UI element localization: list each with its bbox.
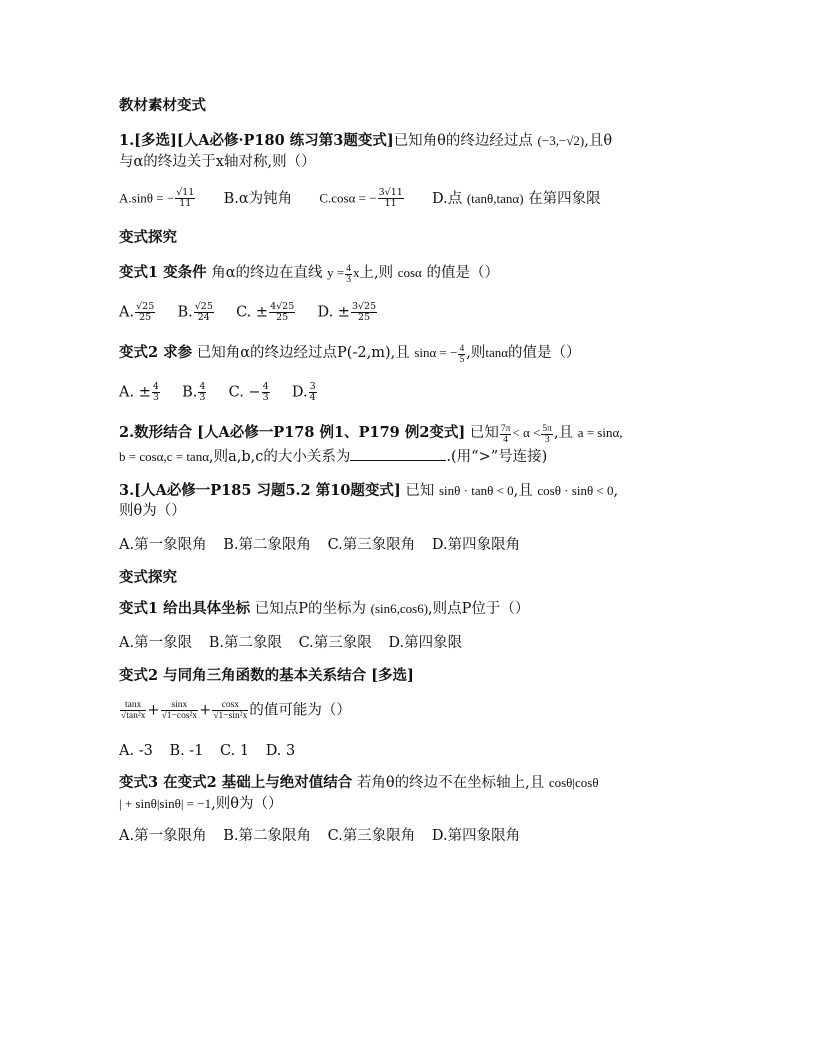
q3-stem-c: , [613, 483, 619, 499]
v2-tag: 变式2 求参 [119, 344, 193, 361]
v5-stem-a: 若角θ的终边不在坐标轴上,且 [356, 775, 545, 791]
v4-term-1 [120, 700, 146, 721]
fraction-numerator: sinx [161, 700, 199, 711]
fraction-denominator: 4 [503, 434, 509, 445]
q1-tag: 1.[多选][人A必修·P180 练习第3题变式] [119, 132, 394, 149]
v2-option-d[interactable] [292, 382, 318, 403]
plus-sign: + [199, 702, 212, 719]
v4-term-3 [212, 700, 248, 721]
q1-option-c[interactable] [319, 188, 404, 209]
q1-line-2: 与α的终边关于x轴对称,则（） [119, 154, 316, 170]
q1-stem-a: 已知角θ的终边经过点 [393, 133, 533, 149]
v1-opt-b-fraction [194, 302, 214, 323]
fraction-denominator: 3 [544, 434, 550, 445]
q1-line-1 [119, 131, 612, 151]
fraction-numerator: √25 [194, 301, 213, 312]
q1-opt-a-text: A.sinθ = − [119, 190, 175, 206]
v1-line-lhs: y = [327, 265, 345, 280]
fraction-numerator: 5π [542, 423, 552, 434]
q2-expr-a: a = sinα, [577, 425, 623, 440]
fraction-numerator: tanx [120, 700, 146, 711]
v2-sin-lhs: sinα = − [414, 345, 458, 360]
v2-stem-c: 的值是（） [508, 345, 581, 361]
option-letter: D. [291, 384, 308, 401]
v5-expr-a: cosθ|cosθ [548, 775, 599, 790]
q1-point: (−3,−√2) [537, 133, 585, 148]
v1-opt-c-fraction [269, 302, 295, 323]
explore-heading-2: 变式探究 [119, 569, 177, 586]
v1-stem [119, 263, 499, 285]
fraction-numerator: 4 [346, 263, 351, 274]
q3-line-2: 则θ为（） [119, 503, 186, 519]
v5-option-b[interactable]: B.第二象限角 [223, 828, 311, 844]
v3-option-b[interactable]: B.第二象限 [208, 635, 282, 651]
q2-range-mid: < α < [512, 425, 541, 440]
q1-opt-a-fraction [175, 188, 195, 209]
fraction-numerator: 3√25 [351, 301, 377, 312]
q2-fraction-2 [541, 424, 553, 445]
v2-opt-b-fraction [198, 382, 206, 403]
q2-line-1 [119, 423, 623, 445]
fraction-denominator: √tan²x [121, 711, 146, 721]
v5-option-a[interactable]: A.第一象限角 [119, 828, 207, 844]
v5-option-c[interactable]: C.第三象限角 [327, 828, 416, 844]
v2-stem-a: 已知角α的终边经过点P(-2,m),且 [196, 345, 410, 361]
v3-option-d[interactable]: D.第四象限 [388, 635, 463, 651]
v3-option-a[interactable]: A.第一象限 [119, 635, 193, 651]
v1-option-b[interactable] [177, 302, 214, 323]
section-title: 教材素材变式 [119, 97, 206, 114]
v5-option-d[interactable]: D.第四象限角 [431, 828, 521, 844]
v5-line-1 [119, 773, 599, 793]
option-letter: A. ± [119, 384, 151, 401]
fraction-denominator: 25 [276, 312, 289, 323]
v1-opt-a-fraction [135, 302, 155, 323]
q1-option-d[interactable] [432, 189, 601, 209]
v1-tag: 变式1 变条件 [119, 264, 207, 281]
q2-range [499, 423, 554, 445]
v2-option-c[interactable] [229, 382, 271, 403]
option-letter: C. − [228, 384, 261, 401]
plus-sign: + [147, 702, 160, 719]
v3-tag: 变式1 给出具体坐标 [119, 600, 251, 617]
v4-tag: 变式2 与同角三角函数的基本关系结合 [多选] [119, 667, 414, 684]
fraction-denominator: 5 [459, 354, 465, 365]
fraction-numerator: 7π [500, 423, 511, 434]
fraction-denominator: 11 [384, 198, 397, 209]
q1-opt-c-text: C.cosα = − [319, 190, 377, 206]
v1-option-c[interactable] [236, 302, 296, 323]
fraction-numerator: 4 [459, 343, 465, 354]
v2-tan: tanα [485, 345, 509, 360]
v3-point: (sin6,cos6) [370, 601, 429, 616]
v3-stem [119, 599, 529, 619]
q2-answer-blank[interactable] [350, 446, 446, 461]
v1-line-fraction [345, 264, 352, 285]
fraction-denominator: 25 [358, 312, 371, 323]
v1-stem-b: 上,则 [359, 265, 394, 281]
v1-line-x: x [353, 265, 360, 280]
v4-options [119, 741, 295, 761]
q3-options [119, 535, 520, 555]
q3-line-1 [119, 481, 618, 501]
fraction-denominator: √1−cos²x [161, 711, 198, 721]
fraction-numerator: cosx [212, 700, 248, 711]
v5-tag: 变式3 在变式2 基础上与绝对值结合 [119, 774, 353, 791]
fraction-denominator: 24 [197, 312, 210, 323]
q2-line-2 [119, 446, 547, 467]
v4-expression [119, 700, 351, 721]
v1-stem-a: 角α的终边在直线 [211, 265, 323, 281]
fraction-numerator: 3√11 [378, 187, 403, 198]
fraction-denominator: 3 [152, 392, 159, 403]
option-letter: B. [182, 384, 198, 401]
option-letter: C. ± [236, 304, 269, 321]
q2-stem-c: ,则a,b,c的大小关系为 [209, 449, 351, 465]
v1-opt-d-fraction [351, 302, 377, 323]
v4-stem: 的值可能为（） [249, 702, 351, 719]
q3-option-a[interactable]: A.第一象限角 [119, 537, 207, 553]
v5-expr-b: | + sinθ|sinθ| = −1 [119, 796, 212, 811]
q2-fraction-1 [500, 424, 512, 445]
v2-sin-fraction [458, 344, 465, 365]
v3-options [119, 633, 462, 653]
v2-stem-b: ,则 [466, 345, 486, 361]
q2-stem-b: ,且 [553, 425, 574, 441]
explore-heading-1: 变式探究 [119, 229, 177, 246]
v2-stem [119, 343, 581, 365]
v2-opt-c-fraction [262, 382, 270, 403]
v5-line-2 [119, 794, 282, 814]
q1-opt-d-text: D.点 [432, 190, 463, 207]
fraction-denominator: 4 [309, 392, 316, 403]
v1-option-d[interactable] [317, 302, 378, 323]
fraction-numerator: 4 [199, 381, 206, 392]
v4-option-c[interactable]: C. 1 [220, 743, 250, 759]
v4-option-a[interactable]: A. -3 [119, 743, 153, 759]
q1-options [119, 188, 601, 209]
q3-stem-b: ,且 [513, 483, 533, 499]
v2-option-a[interactable] [119, 382, 161, 403]
v4-option-b[interactable]: B. -1 [169, 743, 204, 759]
v1-cos: cosα [397, 265, 422, 280]
v5-stem-b: ,则θ为（） [211, 796, 283, 812]
fraction-numerator: 3 [309, 381, 316, 392]
option-letter: D. ± [317, 304, 350, 321]
fraction-numerator: 4 [152, 381, 159, 392]
v4-term-2 [161, 700, 199, 721]
fraction-numerator: √11 [176, 187, 195, 198]
v1-options [119, 302, 378, 323]
v1-line-eq [327, 263, 360, 285]
fraction-numerator: 4 [262, 381, 269, 392]
q3-option-c[interactable]: C.第三象限角 [327, 537, 416, 553]
v3-stem-a: 已知点P的坐标为 [254, 601, 367, 617]
q3-cond-1: sinθ · tanθ < 0 [439, 483, 514, 498]
v3-option-c[interactable]: C.第三象限 [298, 635, 372, 651]
q1-stem-b: ,且θ [584, 133, 613, 149]
v1-stem-c: 的值是（） [426, 265, 499, 281]
option-letter: A. [119, 304, 135, 321]
v3-stem-b: ,则点P位于（） [428, 601, 530, 617]
q1-opt-c-fraction [378, 188, 404, 209]
fraction-denominator: 3 [346, 274, 351, 285]
q1-opt-d-post: 在第四象限 [528, 190, 601, 207]
q2-stem-a: 已知 [469, 425, 499, 441]
v4-option-d[interactable]: D. 3 [265, 743, 296, 759]
q3-stem-a: 已知 [405, 483, 435, 499]
q1-opt-d-point: (tanθ,tanα) [466, 190, 524, 206]
q3-option-d[interactable]: D.第四象限角 [431, 537, 521, 553]
q2-stem-d: .(用“>”号连接) [446, 449, 548, 465]
q1-option-b[interactable]: B.α为钝角 [223, 190, 293, 207]
fraction-denominator: 3 [262, 392, 269, 403]
v2-sin-eq [414, 343, 466, 365]
fraction-denominator: 25 [139, 312, 152, 323]
v2-opt-d-fraction [309, 382, 317, 403]
q2-expr-b: b = cosα,c = tanα [119, 449, 210, 464]
q3-cond-2: cosθ · sinθ < 0 [537, 483, 614, 498]
v1-option-a[interactable] [119, 302, 156, 323]
fraction-denominator: 11 [179, 198, 192, 209]
v5-options [119, 826, 520, 846]
fraction-numerator: 4√25 [270, 301, 295, 312]
v2-opt-a-fraction [152, 382, 160, 403]
fraction-denominator: √1−sin²x [213, 711, 248, 721]
v2-options [119, 382, 318, 403]
option-letter: B. [177, 304, 193, 321]
fraction-numerator: √25 [136, 301, 155, 312]
q3-tag: 3.[人A必修一P185 习题5.2 第10题变式] [119, 482, 401, 499]
q2-tag: 2.数形结合 [人A必修一P178 例1、P179 例2变式] [119, 424, 466, 441]
v2-option-b[interactable] [182, 382, 207, 403]
fraction-denominator: 3 [199, 392, 206, 403]
q3-option-b[interactable]: B.第二象限角 [223, 537, 311, 553]
q1-option-a[interactable] [119, 188, 196, 209]
